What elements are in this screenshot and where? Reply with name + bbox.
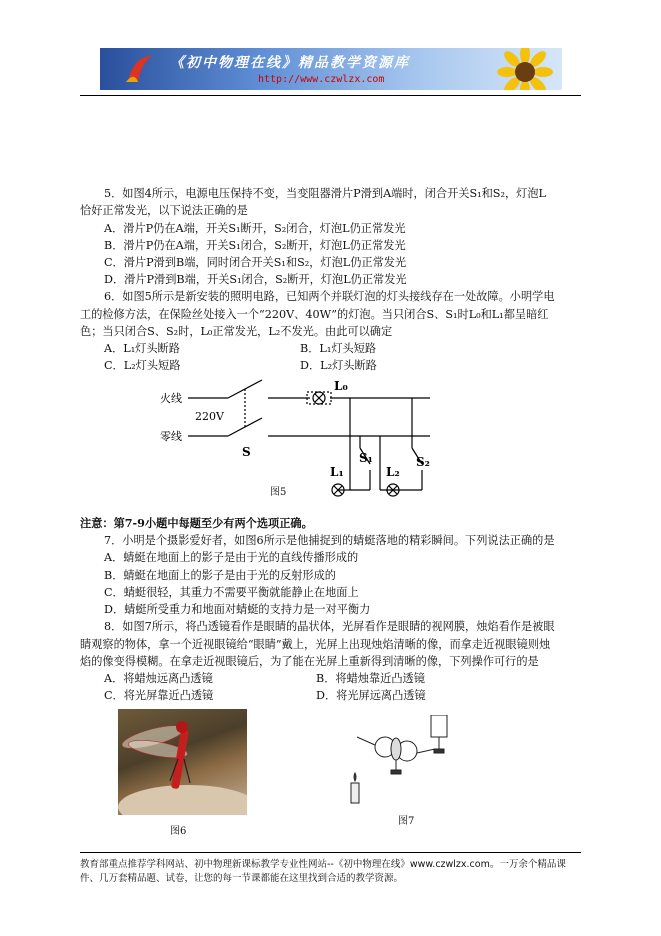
figure6-caption: 图6 (170, 826, 187, 837)
q8-option-a: A．将蜡烛远离凸透镜 (104, 672, 213, 685)
label-s2: S₂ (416, 455, 430, 469)
label-neutral-wire: 零线 (160, 430, 182, 443)
figure6-dragonfly-photo (118, 709, 247, 815)
q8-option-b: B．将蜡烛靠近凸透镜 (316, 672, 425, 685)
label-l1: L₁ (330, 465, 344, 479)
q7-option-d: D．蜻蜓所受重力和地面对蜻蜓的支持力是一对平衡力 (104, 603, 371, 616)
label-live-wire: 火线 (160, 392, 182, 405)
label-s1: S₁ (359, 451, 373, 465)
light-screen-icon (431, 715, 447, 753)
q7-option-a: A．蜻蜓在地面上的影子是由于光的直线传播形成的 (104, 551, 359, 564)
banner-title: 《初中物理在线》精品教学资源库 (170, 55, 410, 71)
q6-option-c: C．L₂灯头短路 (104, 359, 181, 372)
q6-option-b: B．L₁灯头短路 (300, 342, 377, 355)
site-logo-icon (122, 52, 156, 86)
footer-line2: 件、几万套精品题、试卷，让您的每一节课都能在这里找到合适的教学资源。 (80, 873, 404, 884)
footer-rule (80, 852, 581, 853)
footer-line1: 教育部重点推荐学科网站、初中物理新课标教学专业性网站--《初中物理在线》www.czwlzx.com。一万余个精品课 (80, 859, 566, 870)
q5-option-d: D．滑片P滑到B端，开关S₁闭合，S₂断开，灯泡L仍正常发光 (104, 273, 407, 286)
q6-option-a: A．L₁灯头断路 (104, 342, 180, 355)
note-text: 注意：第7-9小题中每题至少有两个选项正确。 (80, 516, 313, 530)
q7-option-b: B．蜻蜓在地面上的影子是由于光的反射形成的 (104, 569, 336, 582)
q5-option-b: B．滑片P仍在A端，开关S₁闭合，S₂断开，灯泡L仍正常发光 (104, 239, 406, 252)
q6-stem-line2: 工的检修方法，在保险丝处接入一个“220V、40W”的灯泡。当只闭合S、S₁时L₀和L₁都呈暗红 (80, 308, 549, 321)
dragonfly-icon (118, 709, 247, 815)
header-rule (80, 95, 581, 96)
q7-option-c: C．蜻蜓很轻，其重力不需要平衡就能静止在地面上 (104, 586, 359, 599)
q5-stem-line2: 恰好正常发光，以下说法正确的是 (80, 204, 248, 217)
figure5-circuit-diagram (150, 378, 440, 498)
figure5-caption: 图5 (270, 487, 287, 498)
label-l2: L₂ (386, 465, 400, 479)
q5-option-c: C．滑片P滑到B端，同时闭合开关S₁和S₂，灯泡L仍正常发光 (104, 256, 407, 269)
q8-stem-line2: 睛观察的物体，拿一个近视眼镜给“眼睛”戴上，光屏上出现烛焰清晰的像，而拿走近视眼镜则烛 (80, 638, 551, 651)
q7-stem: 7．小明是个摄影爱好者，如图6所示是他捕捉到的蜻蜓落地的精彩瞬间。下列说法正确的是 (104, 534, 555, 547)
label-voltage: 220V (195, 410, 224, 423)
q6-stem-line1: 6．如图5所示是新安装的照明电路，已知两个并联灯泡的灯头接线存在一处故障。小明学电 (104, 290, 555, 303)
q6-option-d: D．L₂灯头断路 (300, 359, 377, 372)
label-l0: L₀ (334, 379, 348, 393)
q6-stem-line3: 色；当只闭合S、S₂时，L₀正常发光，L₂不发光。由此可以确定 (80, 325, 393, 338)
banner-url[interactable]: http://www.czwlzx.com (258, 74, 385, 85)
q8-stem-line1: 8．如图7所示，将凸透镜看作是眼睛的晶状体，光屏看作是眼睛的视网膜，烛焰看作是被眼 (104, 620, 555, 633)
candle-icon (351, 773, 359, 803)
q8-stem-line3: 焰的像变得模糊。在拿走近视眼镜后，为了能在光屏上重新得到清晰的像，下列操作可行的是 (80, 655, 539, 668)
figure7-caption: 图7 (398, 816, 415, 827)
q8-option-d: D．将光屏远离凸透镜 (316, 689, 426, 702)
figure7-lens-apparatus (345, 715, 465, 810)
q8-option-c: C．将光屏靠近凸透镜 (104, 689, 214, 702)
header-banner (100, 48, 562, 90)
q5-option-a: A．滑片P仍在A端，开关S₁断开，S₂闭合，灯泡L仍正常发光 (104, 222, 406, 235)
convex-lens-icon (391, 738, 401, 774)
label-switch-s: S (242, 445, 251, 459)
sunflower-icon (495, 48, 555, 90)
q5-stem-line1: 5．如图4所示，电源电压保持不变，当变阻器滑片P滑到A端时，闭合开关S₁和S₂，灯泡L (104, 187, 546, 200)
